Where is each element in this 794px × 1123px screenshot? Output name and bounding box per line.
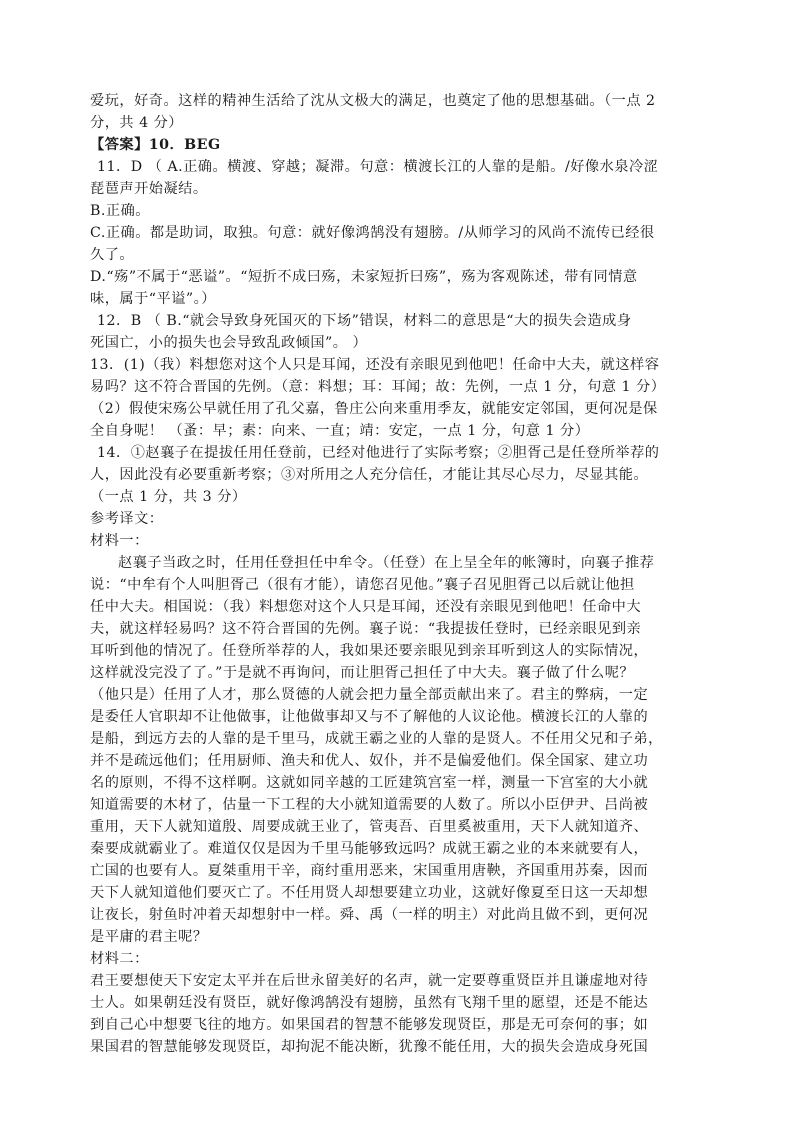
text-line: 夫，就这样轻易吗？这不符合晋国的先例。襄子说：“我提拔任登时，已经亲眼见到亲 [90,621,642,637]
text-line: 让夜长，射鱼时冲着天却想射中一样。舜、禹（一样的明主）对此尚且做不到，更何况 [90,907,649,923]
text-line: C.正确。都是助词，取独。句意：就好像鸿鹄没有翅膀。/从师学习的风尚不流传已经很 [90,225,655,241]
text-line: 并不是疏远他们；任用厨师、渔夫和优人、奴仆，并不是偏爱他们。保全国家、建立功 [90,753,649,769]
text-line: 亡国的也要有人。夏桀重用干辛，商纣重用恶来，宋国重用唐鞅，齐国重用苏秦，因而 [90,863,649,879]
text-line: 这样就没完没了了。”于是就不再询问，而让胆胥己担任了中大夫。襄子做了什么呢？ [90,665,635,681]
material-one-heading: 材料一： [90,533,149,549]
text-line: B.正确。 [90,203,150,219]
document-page [90,90,715,1058]
text-line: 全自身呢！ （蚤：早；素：向来、一直；靖：安定，一点 1 分，句意 1 分） [90,423,590,439]
text-line: 是船，到远方去的人靠的是千里马，成就王霸之业的人靠的是贤人。不任用父兄和子弟， [90,731,663,747]
material-two-heading: 材料二： [90,951,149,967]
text-line: 到自己心中想要飞往的地方。如果国君的智慧不能够发现贤臣，那是无可奈何的事；如 [90,1017,649,1033]
text-line: 琵琶声开始凝结。 [90,181,208,197]
answer-heading: 【答案】10．BEG [90,137,221,153]
answer-12: 12．B （ B.“就会导致身死国灭的下场”错误，材料二的意思是“大的损失会造成身 [97,313,632,329]
text-line: 果国君的智慧能够发现贤臣，却拘泥不能决断，犹豫不能任用，大的损失会造成身死国 [90,1039,649,1055]
text-line: 是平庸的君主呢？ [90,929,208,945]
text-line: 久了。 [90,247,135,263]
text-line: （一点 1 分，共 3 分） [90,489,247,505]
text-line: 士人。如果朝廷没有贤臣，就好像鸿鹄没有翅膀，虽然有飞翔千里的愿望，还是不能达 [90,995,649,1011]
text-line: （2）假使宋殇公早就任用了孔父嘉，鲁庄公向来重用季友，就能安定邻国，更何况是保 [90,401,658,417]
text-line: 味，属于“平谥”。） [90,291,216,307]
text-line: 耳听到他的情况了。任登所举荐的人，我如果还要亲眼见到亲耳听到这人的实际情况， [90,643,649,659]
text-line: 秦要成就霸业了。难道仅仅是因为千里马能够致远吗？成就王霸之业的本来就要有人， [90,841,649,857]
text-line: 说：“中牟有个人叫胆胥己（很有才能），请您召见他。”襄子召见胆胥己以后就让他担 [90,577,635,593]
text-line: 是委任人官职却不让他做事，让他做事却又与不了解他的人议论他。横渡长江的人靠的 [90,709,649,725]
text-line: 任中大夫。相国说：（我）料想您对这个人只是耳闻，还没有亲眼见到他吧！任命中大 [90,599,642,615]
text-line: 人，因此没有必要重新考察；③对所用之人充分信任，才能让其尽心尽力，尽显其能。 [90,467,649,483]
text-line: 名的原则，不得不这样啊。这就如同辛越的工匠建筑宫室一样，测量一下宫室的大小就 [90,775,649,791]
text-line: 知道需要的木材了，估量一下工程的大小就知道需要的人数了。所以小臣伊尹、吕尚被 [90,797,649,813]
text-line: 死国亡，小的损失也会导致乱政倾国”。 ） [90,335,368,351]
answer-13: 13．(1)（我）料想您对这个人只是耳闻，还没有亲眼见到他吧！任命中大夫，就这样容 [90,357,660,373]
text-line: 赵襄子当政之时，任用任登担任中牟令。（任登）在上呈全年的帐簿时，向襄子推荐 [118,555,655,571]
translation-heading: 参考译文： [90,511,164,527]
text-line: 君王要想使天下安定太平并在后世永留美好的名声，就一定要尊重贤臣并且谦虚地对待 [90,973,649,989]
text-line: 分，共 4 分） [90,115,183,131]
answer-11: 11．D （ A.正确。横渡、穿越；凝滞。句意：横渡长江的人靠的是船。/好像水泉冷涩 [97,159,659,175]
text-line: （他只是）任用了人才，那么贤德的人就会把力量全部贡献出来了。君主的弊病，一定 [90,687,649,703]
text-line: 重用，天下人就知道殷、周要成就王业了，管夷吾、百里奚被重用，天下人就知道齐、 [90,819,649,835]
text-line: 天下人就知道他们要灭亡了。不任用贤人却想要建立功业，这就好像夏至日这一天却想 [90,885,649,901]
text-line: D.“殇”不属于“恶谥”。“短折不成曰殇，未家短折曰殇”，殇为客观陈述，带有同情意 [90,269,638,285]
answer-14: 14．①赵襄子在提拔任用任登前，已经对他进行了实际考察；②胆胥己是任登所举荐的 [97,445,660,461]
text-line: 易吗？这不符合晋国的先例。（意：料想；耳：耳闻；故：先例，一点 1 分，句意 1 分） [90,379,666,395]
text-line: 爱玩，好奇。这样的精神生活给了沈从文极大的满足，也奠定了他的思想基础。（一点 2 [90,93,656,109]
